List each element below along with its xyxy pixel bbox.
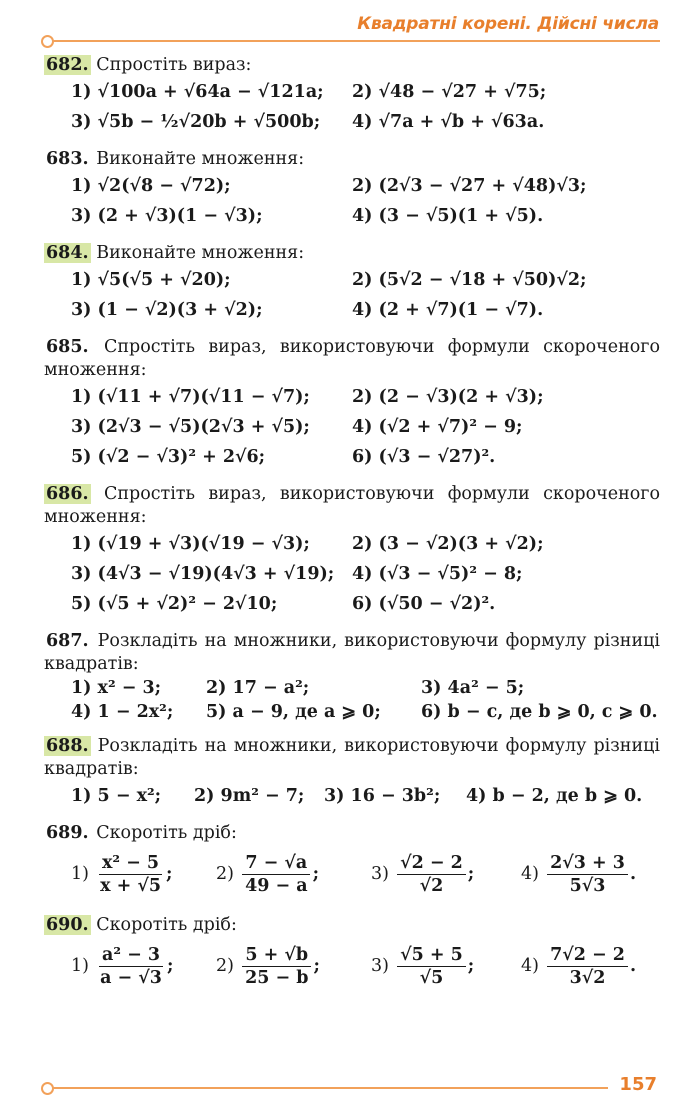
task-item: 4) (3 − √5)(1 + √5). — [352, 206, 544, 226]
exercise-list — [44, 54, 660, 1006]
problem-text: Спростіть вираз: — [96, 55, 252, 75]
task-item: 1) x² − 3; — [71, 678, 162, 698]
task-item: 3) (2 + √3)(1 − √3); — [71, 206, 263, 226]
problem-number: 687. — [46, 631, 89, 651]
task-item: 4) 1 − 2x²; — [71, 702, 174, 722]
problem-number: 686. — [46, 484, 89, 504]
problem-number: 688. — [46, 736, 89, 756]
problem-686 — [44, 483, 660, 619]
task-item: 1) √2(√8 − √72); — [71, 176, 231, 196]
task-item: 6) (√3 − √27)². — [352, 447, 496, 467]
header-rule — [48, 40, 660, 42]
problem-689 — [44, 822, 660, 903]
task-item: 3) 16 − 3b²; — [324, 786, 441, 806]
problem-number: 684. — [46, 243, 89, 263]
problem-683 — [44, 148, 660, 231]
task-item: 6) (√50 − √2)². — [352, 594, 496, 614]
task-item: 2) (2 − √3)(2 + √3); — [352, 387, 544, 407]
task-item: 2) (3 − √2)(3 + √2); — [352, 534, 544, 554]
header-rule-dot — [41, 35, 54, 48]
problem-number: 689. — [46, 823, 89, 843]
fraction-item: 2) $\frac{7 - √a}{49 - a}$ ; — [216, 852, 320, 896]
problem-685 — [44, 336, 660, 472]
task-item: 1) (√19 + √3)(√19 − √3); — [71, 534, 310, 554]
problem-687 — [44, 630, 660, 724]
task-item: 4) b − 2, де b ⩾ 0. — [466, 786, 643, 806]
task-item: 4) (√3 − √5)² − 8; — [352, 564, 523, 584]
problem-number: 682. — [46, 55, 89, 75]
task-item: 5) a − 9, де a ⩾ 0; — [206, 702, 381, 722]
page-number: 157 — [619, 1074, 657, 1095]
task-item: 3) (1 − √2)(3 + √2); — [71, 300, 263, 320]
problem-number: 690. — [46, 915, 89, 935]
task-item: 4) (2 + √7)(1 − √7). — [352, 300, 544, 320]
task-item: 5) (√2 − √3)² + 2√6; — [71, 447, 266, 467]
task-item: 4) √7a + √b + √63a. — [352, 112, 545, 132]
problem-text: Спростіть вираз, використовуючи формули скороченого множення: — [44, 337, 660, 380]
task-item: 3) (4√3 − √19)(4√3 + √19); — [71, 564, 335, 584]
footer-rule-dot — [41, 1082, 54, 1095]
problem-number: 683. — [46, 149, 89, 169]
fraction-item: 1) $\frac{\text{x² − 5}}{x + √5}$ ; — [71, 852, 173, 896]
fraction-item: 4) $\frac{7√2 - 2}{3√2}$ . — [521, 944, 637, 988]
task-item: 1) 5 − x²; — [71, 786, 162, 806]
task-item: 2) (5√2 − √18 + √50)√2; — [352, 270, 587, 290]
problem-text: Виконайте множення: — [96, 149, 305, 169]
problem-682 — [44, 54, 660, 137]
task-item: 1) √100a + √64a − √121a; — [71, 82, 324, 102]
task-item: 3) √5b − ½√20b + √500b; — [71, 112, 321, 132]
task-item: 2) 17 − a²; — [206, 678, 310, 698]
problem-text: Спростіть вираз, використовуючи формули скороченого множення: — [44, 484, 660, 527]
task-item: 6) b − c, де b ⩾ 0, c ⩾ 0. — [421, 702, 658, 722]
problem-text: Скоротіть дріб: — [96, 823, 237, 843]
problem-688 — [44, 735, 660, 811]
fraction-item: 1) $\frac{\text{a² − 3}}{a - √3}$ ; — [71, 944, 174, 988]
fraction-item: 3) $\frac{√5 + 5}{√5}$ ; — [371, 944, 475, 988]
task-item: 3) (2√3 − √5)(2√3 + √5); — [71, 417, 310, 437]
problem-text: Скоротіть дріб: — [96, 915, 237, 935]
fraction-item: 3) $\frac{√2 - 2}{√2}$ ; — [371, 852, 475, 896]
problem-number: 685. — [46, 337, 89, 357]
task-item: 2) (2√3 − √27 + √48)√3; — [352, 176, 587, 196]
fraction-item: 4) $\frac{2√3 + 3}{5√3}$ . — [521, 852, 637, 896]
problem-text: Виконайте множення: — [96, 243, 305, 263]
task-item: 4) (√2 + √7)² − 9; — [352, 417, 523, 437]
task-item: 2) 9m² − 7; — [194, 786, 305, 806]
problem-684 — [44, 242, 660, 325]
problem-text: Розкладіть на множники, використовуючи формулу різниці квадратів: — [44, 631, 660, 674]
problem-690 — [44, 914, 660, 995]
task-item: 1) (√11 + √7)(√11 − √7); — [71, 387, 310, 407]
task-item: 1) √5(√5 + √20); — [71, 270, 231, 290]
task-item: 2) √48 − √27 + √75; — [352, 82, 547, 102]
fraction-item: 2) $\frac{5 + √b}{25 - b}$ ; — [216, 944, 320, 988]
problem-text: Розкладіть на множники, використовуючи формулу різниці квадратів: — [44, 736, 660, 779]
footer-rule — [48, 1087, 608, 1089]
header-title: Квадратні корені. Дійсні числа — [357, 14, 659, 34]
task-item: 3) 4a² − 5; — [421, 678, 525, 698]
task-item: 5) (√5 + √2)² − 2√10; — [71, 594, 278, 614]
